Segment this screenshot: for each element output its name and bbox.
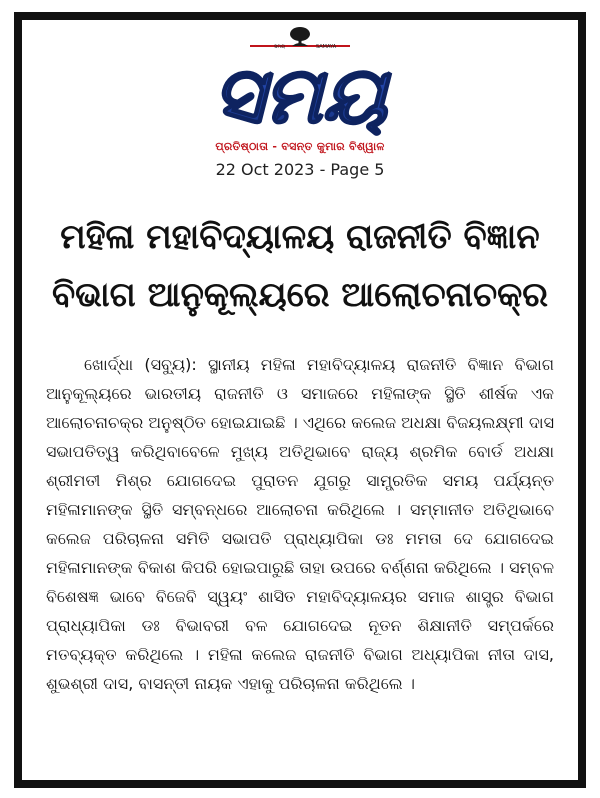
tree-emblem-icon — [250, 26, 350, 56]
clipping-frame — [14, 12, 586, 788]
founder-line: ପ୍ରତିଷ୍ଠାତା - ବସନ୍ତ କୁମାର ବିଶ୍ୱାଳ — [215, 140, 385, 153]
logo-wordmark: ସମୟ — [213, 56, 387, 140]
crest-right-label: SAMAYA — [316, 44, 337, 50]
crest-left-label: ସମୟ — [274, 44, 286, 50]
masthead — [22, 20, 578, 190]
headline-line-1: ମହିଳା ମହାବିଦ୍ୟାଳୟ ରାଜନୀତି ବିଜ୍ଞାନ — [60, 217, 540, 257]
dateline: 22 Oct 2023 - Page 5 — [215, 160, 385, 179]
article-headline — [40, 208, 560, 324]
samaya-logo — [22, 56, 578, 140]
article-body: ଖୋର୍ଦ୍ଧା (ସବ୍ୟୁ): ସ୍ଥାନୀୟ ମହିଳା ମହାବିଦ୍ୟାଳୟ ରାଜନୀତି ବିଜ୍ଞାନ ବିଭାଗ ଆନୁକୂଲ୍ୟରେ ଭାରତୀୟ ରାଜନୀତି ଓ ସମାଜରେ ମହିଳାଙ୍କ ସ୍ଥିତି ଶୀର୍ଷକ ଏକ ଆଲୋଚନାଚକ୍ର ଅନୁଷ୍ଠିତ ହୋଇଯାଇଛି । ଏଥିରେ କଲେଜ ଅଧକ୍ଷା ବିଜୟଲକ୍ଷ୍ମୀ ଦାସ ସଭାପତିତ୍ୱ କରିଥିବାବେଳେ ମୁଖ୍ୟ ଅତିଥିଭାବେ ରାଜ୍ୟ ଶ୍ରମିକ ବୋର୍ଡ ଅଧକ୍ଷା ଶ୍ରୀମତୀ ମିଶ୍ର ଯୋଗଦେଇ ପୁରାତନ ଯୁଗରୁ ସାମ୍ପ୍ରତିକ ସମୟ ପର୍ଯ୍ୟନ୍ତ ମହିଳାମାନଙ୍କ ସ୍ଥିତି ସମ୍ବନ୍ଧରେ ଆଲୋଚନା କରିଥିଲେ । ସମ୍ମାନୀତ ଅତିଥିଭାବେ କଲେଜ ପରିଚାଳନା ସମିତି ସଭାପତି ପ୍ରାଧ୍ୟାପିକା ଡଃ ମମତା ଦେ ଯୋଗଦେଇ ମହିଳାମାନଙ୍କ ବିକାଶ କିପରି ହୋଇପାରୁଛି ତାହା ଉପରେ ବର୍ଣ୍ଣନା କରିଥିଲେ । ସମ୍ବଳ ବିଶେଷଜ୍ଞ ଭାବେ ବିଜେବି ସ୍ୱୟଂ ଶାସିତ ମହାବିଦ୍ୟାଳୟର ସମାଜ ଶାସ୍ତ୍ର ବିଭାଗ ପ୍ରାଧ୍ୟାପିକା ଡଃ ବିଭାବରୀ ବଳ ଯୋଗଦେଇ ନୂତନ ଶିକ୍ଷାନୀତି ସମ୍ପର୍କରେ ମତବ୍ୟକ୍ତ କରିଥିଲେ । ମହିଳା କଲେଜ ରାଜନୀତି ବିଭାଗ ଅଧ୍ୟାପିକା ନୀତା ଦାସ, ଶୁଭଶ୍ରୀ ଦାସ, ବାସନ୍ତୀ ନାୟକ ଏହାକୁ ପରିଚାଳନା କରିଥିଲେ । — [46, 355, 554, 693]
headline-line-2: ବିଭାଗ ଆନୁକୂଲ୍ୟରେ ଆଲୋଚନାଚକ୍ର — [51, 275, 549, 315]
